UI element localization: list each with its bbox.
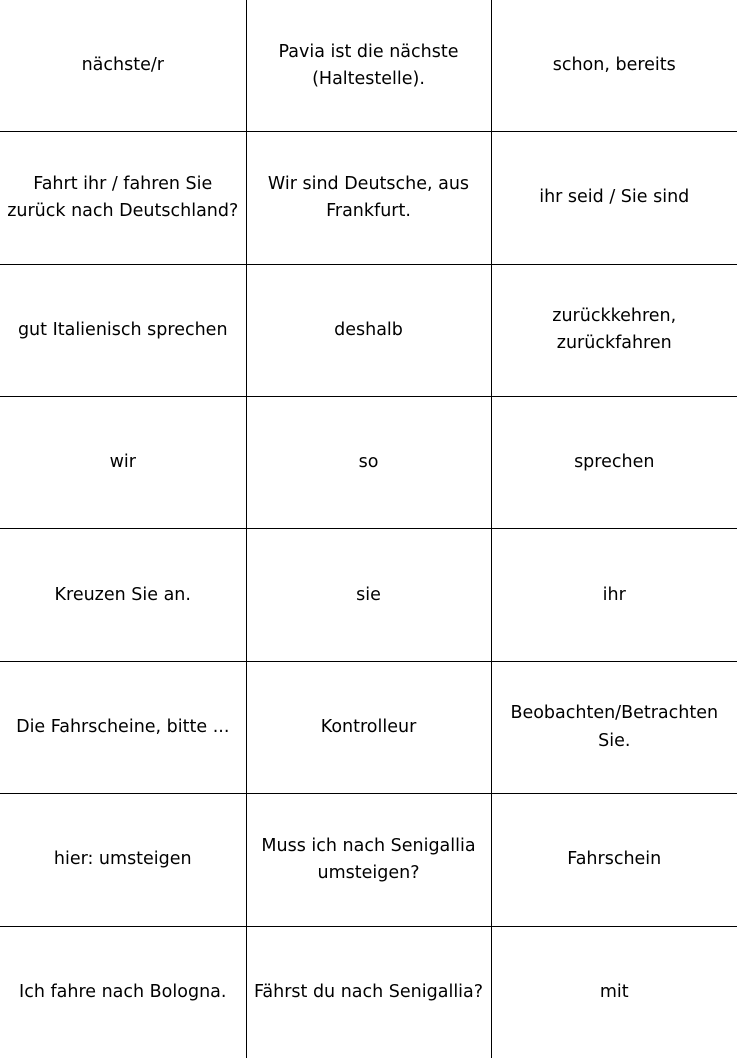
vocab-card: Pavia ist die nächste (Haltestelle). — [246, 0, 491, 132]
card-row — [0, 264, 737, 396]
vocab-card: sprechen — [491, 397, 737, 529]
vocab-card: Fahrschein — [491, 794, 737, 926]
vocab-card: ihr seid / Sie sind — [491, 132, 737, 264]
vocab-card: Muss ich nach Senigallia umsteigen? — [246, 794, 491, 926]
card-row — [0, 0, 737, 132]
vocab-card: mit — [491, 926, 737, 1058]
vocab-card: gut Italienisch sprechen — [0, 264, 246, 396]
vocab-card: Fahrt ihr / fahren Sie zurück nach Deutschland? — [0, 132, 246, 264]
vocab-card: schon, bereits — [491, 0, 737, 132]
card-row — [0, 926, 737, 1058]
card-row — [0, 661, 737, 793]
vocab-card: Wir sind Deutsche, aus Frankfurt. — [246, 132, 491, 264]
vocab-card: so — [246, 397, 491, 529]
vocab-card: Fährst du nach Senigallia? — [246, 926, 491, 1058]
vocab-card: Die Fahrscheine, bitte ... — [0, 661, 246, 793]
vocab-card: Beobachten/Betrachten Sie. — [491, 661, 737, 793]
card-row — [0, 794, 737, 926]
vocab-card: zurückkehren, zurückfahren — [491, 264, 737, 396]
vocab-card: Ich fahre nach Bologna. — [0, 926, 246, 1058]
card-row — [0, 397, 737, 529]
vocab-card: deshalb — [246, 264, 491, 396]
card-row — [0, 529, 737, 661]
vocab-card: sie — [246, 529, 491, 661]
vocab-card: nächste/r — [0, 0, 246, 132]
vocab-card: hier: umsteigen — [0, 794, 246, 926]
vocab-card: Kontrolleur — [246, 661, 491, 793]
card-row — [0, 132, 737, 264]
vocab-card: Kreuzen Sie an. — [0, 529, 246, 661]
vocab-card: wir — [0, 397, 246, 529]
vocab-card: ihr — [491, 529, 737, 661]
